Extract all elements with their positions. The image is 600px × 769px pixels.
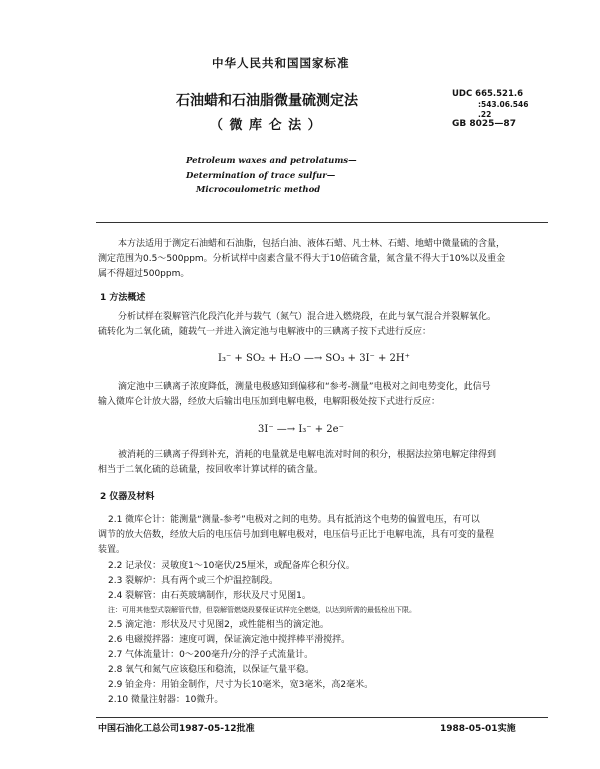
section1-heading: 1 方法概述 xyxy=(100,293,146,303)
section1-para3-line2: 相当于二氧化硫的总硫量，按回收率计算试样的硫含量。 xyxy=(98,465,324,475)
udc-code-line3: .22 xyxy=(478,110,492,119)
item-2-3: 2.3 裂解炉：具有两个或三个炉温控制段。 xyxy=(108,576,279,586)
udc-code-line2: :543.06.546 xyxy=(478,100,529,109)
standard-type-heading: 中华人民共和国国家标准 xyxy=(212,56,350,70)
equation-2: 3I⁻ —→ I₃⁻ + 2e⁻ xyxy=(258,424,344,435)
scope-line3: 属不得超过500ppm。 xyxy=(98,269,190,279)
header-divider xyxy=(96,222,548,223)
udc-code-line1: UDC 665.521.6 xyxy=(452,89,524,99)
item-2-10: 2.10 微量注射器：10微升。 xyxy=(108,695,224,705)
scope-line1: 本方法适用于测定石油蜡和石油脂，包括白油、液体石蜡、凡士林、石蜡、地蜡中微量硫的含量， xyxy=(118,239,506,249)
item-2-8: 2.8 氧气和氮气应该稳压和稳流，以保证气量平稳。 xyxy=(108,665,315,675)
title-cn: 石油蜡和石油脂微量硫测定法 xyxy=(176,93,358,109)
gb-number: GB 8025—87 xyxy=(452,119,516,129)
approval-note: 中国石油化工总公司1987-05-12批准 xyxy=(98,724,255,734)
title-en-line2: Determination of trace sulfur— xyxy=(186,171,336,181)
item-2-9: 2.9 铂金舟：用铂金制作，尺寸为长10毫米，宽3毫米，高2毫米。 xyxy=(108,680,374,690)
section1-para3-line1: 被消耗的三碘离子得到补充，消耗的电量就是电解电流对时间的积分，根据法拉第电解定律得到 xyxy=(118,450,497,460)
section1-para1-line1: 分析试样在裂解管汽化段汽化并与载气（氮气）混合进入燃烧段，在此与氧气混合并裂解氧化。 xyxy=(118,312,497,322)
section1-para2-line1: 滴定池中三碘离子浓度降低，测量电极感知到偏移和“参考-测量”电极对之间电势变化，此信号 xyxy=(118,382,491,392)
equation-1: I₃⁻ + SO₂ + H₂O —→ SO₃ + 3I⁻ + 2H⁺ xyxy=(218,353,410,364)
section2-heading: 2 仪器及材料 xyxy=(100,492,155,502)
footer-divider xyxy=(96,717,548,718)
item-2-1-line1: 2.1 微库仑计：能测量“测量-参考”电极对之间的电势。具有抵消这个电势的偏置电压，有可以 xyxy=(108,515,480,525)
note: 注：可用其他型式裂解管代替，但裂解管燃烧段要保证试样完全燃烧，以达到所需的最低检出下限。 xyxy=(108,606,416,614)
item-2-6: 2.6 电磁搅拌器：速度可调，保证滴定池中搅拌棒平滑搅拌。 xyxy=(108,635,351,645)
effective-date: 1988-05-01实施 xyxy=(440,724,516,734)
item-2-1-line2: 调节的放大倍数，经放大后的电压信号加到电解电极对，电压信号正比于电解电流，具有可变的量程 xyxy=(98,530,495,540)
title-en-line1: Petroleum waxes and petrolatums— xyxy=(186,156,357,166)
item-2-5: 2.5 滴定池：形状及尺寸见图2，或性能相当的滴定池。 xyxy=(108,620,329,630)
scope-line2: 测定范围为0.5～500ppm。分析试样中卤素含量不得大于10倍硫含量，氮含量不得大于10%以及重金 xyxy=(98,254,506,264)
item-2-4: 2.4 裂解管：由石英玻璃制作，形状及尺寸见图1。 xyxy=(108,591,311,601)
item-2-1-line3: 装置。 xyxy=(98,545,126,555)
section1-para2-line2: 输入微库仑计放大器，经放大后输出电压加到电解电极，电解阳极处按下式进行反应： xyxy=(98,397,441,407)
title-en-line3: Microcoulometric method xyxy=(196,185,321,195)
item-2-2: 2.2 记录仪：灵敏度1～10毫伏/25厘米，或配备库仑积分仪。 xyxy=(108,561,355,571)
section1-para1-line2: 硫转化为二氧化硫，随载气一并进入滴定池与电解液中的三碘离子按下式进行反应： xyxy=(98,327,432,337)
subtitle-cn: （ 微 库 仑 法 ） xyxy=(210,118,322,133)
item-2-7: 2.7 气体流量计：0～200毫升/分的浮子式流量计。 xyxy=(108,650,314,660)
